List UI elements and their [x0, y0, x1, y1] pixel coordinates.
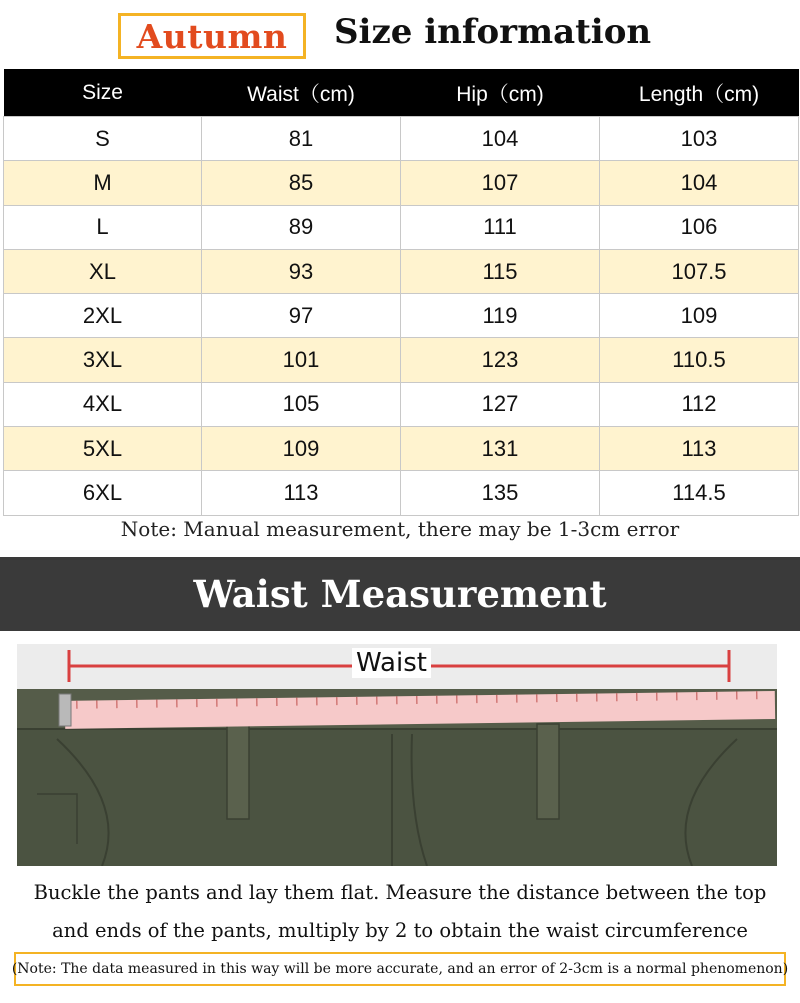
cell-size: 2XL — [4, 294, 202, 338]
column-header-hip: Hip（cm) — [401, 69, 600, 117]
measurement-note: Note: Manual measurement, there may be 1-3cm error — [120, 517, 680, 541]
cell-length: 103 — [600, 117, 799, 161]
title-bar — [0, 0, 800, 68]
cell-length: 104 — [600, 161, 799, 205]
table-row — [4, 382, 799, 426]
cell-length: 112 — [600, 382, 799, 426]
cell-length: 109 — [600, 294, 799, 338]
column-header-waist: Waist（cm) — [202, 69, 401, 117]
cell-waist: 105 — [202, 382, 401, 426]
cell-hip: 119 — [401, 294, 600, 338]
table-row — [4, 249, 799, 293]
page-title: Size information — [334, 12, 652, 52]
cell-waist: 101 — [202, 338, 401, 382]
table-row — [4, 161, 799, 205]
cell-hip: 115 — [401, 249, 600, 293]
cell-size: 6XL — [4, 471, 202, 515]
table-row — [4, 294, 799, 338]
section-banner — [0, 557, 800, 631]
cell-size: M — [4, 161, 202, 205]
cell-waist: 93 — [202, 249, 401, 293]
cell-length: 107.5 — [600, 249, 799, 293]
description-line-2: and ends of the pants, multiply by 2 to obtain the waist circumference — [52, 919, 748, 942]
table-row — [4, 205, 799, 249]
cell-waist: 109 — [202, 427, 401, 471]
season-badge — [118, 13, 306, 59]
cell-waist: 81 — [202, 117, 401, 161]
cell-length: 113 — [600, 427, 799, 471]
accuracy-footnote: (Note: The data measured in this way will be more accurate, and an error of 2-3cm is a normal phenomenon) — [14, 952, 786, 986]
section-title: Waist Measurement — [193, 572, 607, 616]
cell-hip: 111 — [401, 205, 600, 249]
cell-waist: 113 — [202, 471, 401, 515]
table-row — [4, 427, 799, 471]
cell-waist: 85 — [202, 161, 401, 205]
cell-size: 5XL — [4, 427, 202, 471]
size-table — [3, 69, 799, 516]
measurement-description — [0, 874, 800, 950]
table-row — [4, 117, 799, 161]
season-label: Autumn — [136, 16, 288, 56]
cell-waist: 89 — [202, 205, 401, 249]
cell-size: L — [4, 205, 202, 249]
cell-waist: 97 — [202, 294, 401, 338]
cell-hip: 104 — [401, 117, 600, 161]
cell-size: XL — [4, 249, 202, 293]
table-row — [4, 338, 799, 382]
table-header-row — [4, 69, 799, 117]
cell-hip: 131 — [401, 427, 600, 471]
cell-length: 106 — [600, 205, 799, 249]
cell-size: 3XL — [4, 338, 202, 382]
table-row — [4, 471, 799, 515]
cell-size: 4XL — [4, 382, 202, 426]
cell-hip: 135 — [401, 471, 600, 515]
column-header-length: Length（cm) — [600, 69, 799, 117]
cell-size: S — [4, 117, 202, 161]
cell-hip: 107 — [401, 161, 600, 205]
cell-hip: 127 — [401, 382, 600, 426]
cell-length: 114.5 — [600, 471, 799, 515]
description-line-1: Buckle the pants and lay them flat. Measure the distance between the top — [33, 881, 767, 904]
cell-hip: 123 — [401, 338, 600, 382]
cell-length: 110.5 — [600, 338, 799, 382]
waist-photo-label: Waist — [352, 648, 431, 678]
column-header-size: Size — [4, 69, 202, 117]
